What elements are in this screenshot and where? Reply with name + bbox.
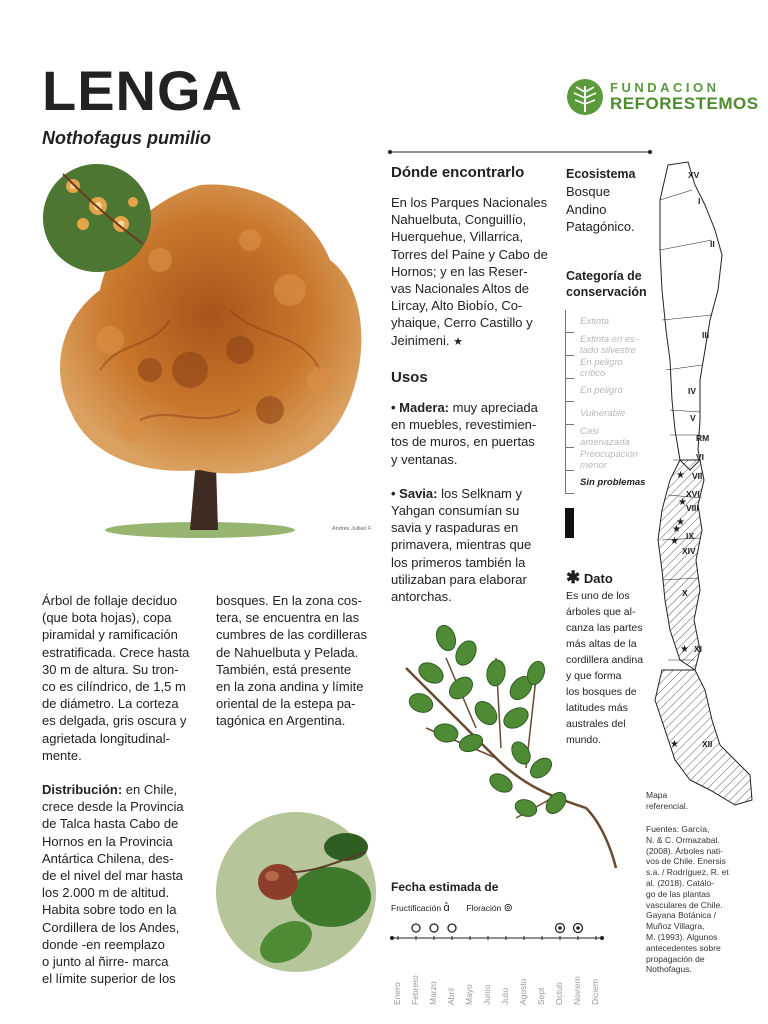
- desc-line: Habita sobre todo en la: [42, 902, 177, 918]
- region-label: IX: [686, 531, 695, 541]
- month-label: Julio: [500, 987, 510, 1005]
- desc-line: bosques. En la zona cos-: [216, 593, 362, 608]
- ecosystem-text: [566, 183, 635, 236]
- month-label: Febrero: [410, 975, 420, 1005]
- month-label: Agosto: [518, 978, 528, 1005]
- fact-text: [566, 588, 646, 748]
- conservation-item: Preocupación menor: [566, 448, 655, 471]
- fruit-icon: ɑ̊: [443, 902, 450, 914]
- desc-line: o junto al ñirre- marca: [42, 954, 169, 970]
- month-label: Junio: [482, 984, 492, 1005]
- svg-text:★: ★: [676, 517, 685, 528]
- conservation-item: Extinta en es- tado silvestre: [566, 333, 655, 356]
- svg-text:★: ★: [680, 644, 689, 655]
- desc-line: en la zona andina y límite: [216, 679, 364, 695]
- desc-line: estratificada. Crece hasta: [42, 644, 190, 660]
- flower-legend-label: Floración: [466, 903, 502, 913]
- source-line: s.a. / Rodríguez, R. et: [646, 867, 729, 878]
- desc-line: mente.: [42, 747, 82, 763]
- desc-line: de Talca hasta Cabo de: [42, 816, 179, 832]
- region-label: V: [690, 413, 696, 423]
- desc-line: es delgada, gris oscura y: [42, 713, 187, 729]
- source-line: go de las plantas: [646, 888, 711, 899]
- distribution-line: Distribución: en Chile,: [42, 782, 178, 798]
- where-line: Huerquehue, Villarrica,: [391, 229, 523, 245]
- region-label: IV: [688, 386, 697, 396]
- flowering-mark-center: [558, 926, 562, 930]
- desc-line: piramidal y ramificación: [42, 627, 178, 643]
- source-line: Muñoz Villagra,: [646, 921, 705, 932]
- desc-line: También, está presente: [216, 661, 352, 677]
- region-label: XII: [702, 739, 713, 749]
- desc-line: crece desde la Provincia: [42, 799, 184, 815]
- svg-text:★: ★: [678, 497, 687, 508]
- source-line: (2008). Árboles nati-: [646, 845, 724, 856]
- uses-line: savia y raspaduras en: [391, 520, 519, 536]
- region-label: VI: [696, 452, 705, 462]
- fact-line: australes del: [566, 718, 626, 730]
- desc-line: tera, se encuentra en las: [216, 610, 360, 626]
- desc-line: Árbol de follaje deciduo: [42, 593, 178, 608]
- desc-line: de diámetro. La corteza: [42, 696, 179, 712]
- fruiting-mark: [430, 924, 438, 932]
- source-line: vos de Chile. Enersis: [646, 856, 726, 867]
- fruiting-mark: [448, 924, 456, 932]
- ecosystem-line: Patagónico.: [566, 219, 635, 234]
- month-axis: [390, 945, 610, 1015]
- fact-line: canza las partes: [566, 622, 643, 634]
- desc-line: el límite superior de los: [42, 971, 176, 987]
- uses-heading: Usos: [391, 369, 428, 386]
- desc-line: agrietada longitudinal-: [42, 730, 170, 746]
- fact-line: cordillera andina: [566, 654, 644, 666]
- region-label: XI: [694, 644, 703, 654]
- madera-label: • Madera:: [391, 400, 450, 415]
- fact-line: y que forma: [566, 670, 622, 682]
- fact-line: árboles que al-: [566, 606, 636, 618]
- where-line: yhaique, Cerro Castillo y: [391, 315, 533, 331]
- fruit-legend-label: Fructificación: [391, 903, 442, 913]
- where-line: Jeinimeni. ★: [391, 332, 464, 348]
- where-line: Torres del Paine y Cabo de: [391, 246, 548, 262]
- ecosystem-heading: Ecosistema: [566, 167, 636, 181]
- conservation-item: Sin problemas: [566, 471, 655, 494]
- where-line: vas Nacionales Altos de: [391, 281, 530, 297]
- desc-line: 30 m de altura. Su tron-: [42, 661, 179, 677]
- conservation-active-bar: [565, 508, 574, 538]
- source-line: vasculares de Chile.: [646, 899, 723, 910]
- where-line: Nahuelbuta, Conguillío,: [391, 212, 527, 228]
- month-label: Octub: [554, 982, 564, 1005]
- source-line: al. (2018). Catálo-: [646, 877, 715, 888]
- month-label: Diciem: [590, 979, 600, 1005]
- svg-text:★: ★: [672, 524, 681, 535]
- flowering-mark-center: [576, 926, 580, 930]
- conservation-heading: Categoría de conservación: [566, 269, 647, 299]
- flower-photo: [43, 164, 151, 272]
- month-label: Noviem: [572, 976, 582, 1005]
- uses-line: primavera, mientras que: [391, 537, 532, 553]
- region-label: VII: [692, 471, 703, 481]
- where-heading: Dónde encontrarlo: [391, 164, 525, 181]
- uses-text: • Madera: muy apreciada en muebles, revestimien- tos de muros, en puertas y ventanas. • Savia: los Selknam y Yahgan consumían su savia y raspaduras en primavera, mientras que los primeros también la utilizaban para elaborar antorchas.: [391, 399, 561, 605]
- uses-line: Yahgan consumían su: [391, 503, 520, 519]
- region-label: X: [682, 588, 688, 598]
- source-line: antecedentes sobre: [646, 942, 721, 953]
- source-line: M. (1993). Algunos: [646, 931, 718, 942]
- conservation-item: En peligro: [566, 379, 655, 402]
- scientific-name: Nothofagus pumilio: [42, 128, 211, 148]
- fact-line: más altas de la: [566, 638, 637, 650]
- sources: [646, 824, 730, 975]
- map-caption: Mapa referencial.: [646, 790, 689, 811]
- fact-line: Es uno de los: [566, 590, 630, 602]
- chile-map: [640, 160, 760, 820]
- source-line: N. & C. Ormazabal.: [646, 834, 720, 845]
- svg-text:★: ★: [670, 536, 679, 547]
- region-label: III: [702, 330, 710, 340]
- ecosystem-line: Andino: [566, 201, 607, 217]
- fact-heading-row: [566, 568, 613, 588]
- savia-label: • Savia:: [391, 485, 438, 501]
- desc-line: co es cilíndrico, de 1,5 m: [42, 679, 186, 695]
- where-line: En los Parques Nacionales: [391, 195, 548, 210]
- fact-line: los bosques de: [566, 686, 637, 698]
- month-label: Mayo: [464, 984, 474, 1005]
- conservation-item: Casi amenazada: [566, 425, 655, 448]
- region-label: XV: [688, 170, 700, 180]
- leaf-logo-icon: [566, 78, 604, 116]
- source-line: Gayana Botánica /: [646, 910, 716, 921]
- fact-heading: Dato: [583, 571, 613, 586]
- calendar-heading: Fecha estimada de: [391, 880, 499, 894]
- fruit-photo: [216, 812, 376, 972]
- desc-line: Hornos en la Provincia: [42, 833, 173, 849]
- uses-line: utilizaban para elaborar: [391, 571, 527, 587]
- conservation-item: Extinta: [566, 310, 655, 333]
- conservation-item: Vulnerable: [566, 402, 655, 425]
- where-line: Hornos; y en las Reser-: [391, 263, 528, 279]
- section-divider: [388, 149, 652, 155]
- logo-line1: FUNDACION: [610, 80, 720, 95]
- calendar-legend: [391, 901, 513, 914]
- month-label: Abril: [446, 987, 456, 1005]
- region-label: XVI: [686, 489, 700, 499]
- desc-line: Antártica Chilena, des-: [42, 850, 174, 866]
- desc-line: los 2.000 m de altitud.: [42, 885, 170, 901]
- uses-line: en muebles, revestimien-: [391, 417, 537, 433]
- desc-line: (que bota hojas), copa: [42, 610, 172, 626]
- uses-line: tos de muros, en puertas: [391, 434, 535, 450]
- desc-line: tagónica en Argentina.: [216, 713, 346, 729]
- month-label: Sept: [536, 987, 546, 1005]
- svg-text:★: ★: [676, 470, 685, 481]
- page-title: LENGA: [42, 59, 243, 122]
- fruiting-mark: [412, 924, 420, 932]
- desc-line: de el nivel del mar hasta: [42, 868, 183, 884]
- region-label: VIII: [686, 503, 699, 513]
- fact-line: mundo.: [566, 734, 602, 746]
- month-label: Enero: [392, 982, 402, 1005]
- photo-credit: Andrés Jullian F.: [332, 526, 373, 532]
- description-col1: [42, 592, 202, 987]
- asterisk-icon: ✱: [566, 568, 581, 587]
- svg-text:★: ★: [670, 739, 679, 750]
- region-label: RM: [696, 433, 710, 443]
- region-label: I: [698, 196, 701, 206]
- logo-line2: REFORESTEMOS: [610, 94, 759, 113]
- logo: [566, 78, 759, 118]
- desc-line: donde -en reemplazo: [42, 936, 165, 952]
- desc-line: cumbres de las cordilleras: [216, 627, 368, 643]
- month-label: Marzo: [428, 981, 438, 1005]
- flower-icon: ⊚: [503, 902, 513, 914]
- uses-line: los primeros también la: [391, 554, 526, 570]
- region-label: II: [710, 239, 715, 249]
- where-line: Lircay, Alto Biobío, Co-: [391, 298, 523, 314]
- region-label: XIV: [682, 546, 696, 556]
- calendar-timeline: [390, 918, 610, 944]
- star-icon: ★: [453, 335, 464, 348]
- desc-line: de Nahuelbuta y Pelada.: [216, 644, 359, 660]
- desc-line: Cordillera de los Andes,: [42, 919, 180, 935]
- where-text: [391, 194, 561, 351]
- ecosystem-line: Bosque: [566, 184, 611, 199]
- uses-line: y ventanas.: [391, 451, 458, 467]
- description-col2: [216, 592, 381, 730]
- source-line: Fuentes: García,: [646, 824, 710, 834]
- desc-line: oriental de la estepa pa-: [216, 696, 356, 712]
- fact-line: latitudes más: [566, 702, 628, 714]
- conservation-item: En peligro crítico: [566, 356, 655, 379]
- source-line: Nothofagus.: [646, 964, 692, 975]
- source-line: propagación de: [646, 953, 705, 964]
- distribution-label: Distribución:: [42, 782, 123, 798]
- uses-line: antorchas.: [391, 589, 452, 605]
